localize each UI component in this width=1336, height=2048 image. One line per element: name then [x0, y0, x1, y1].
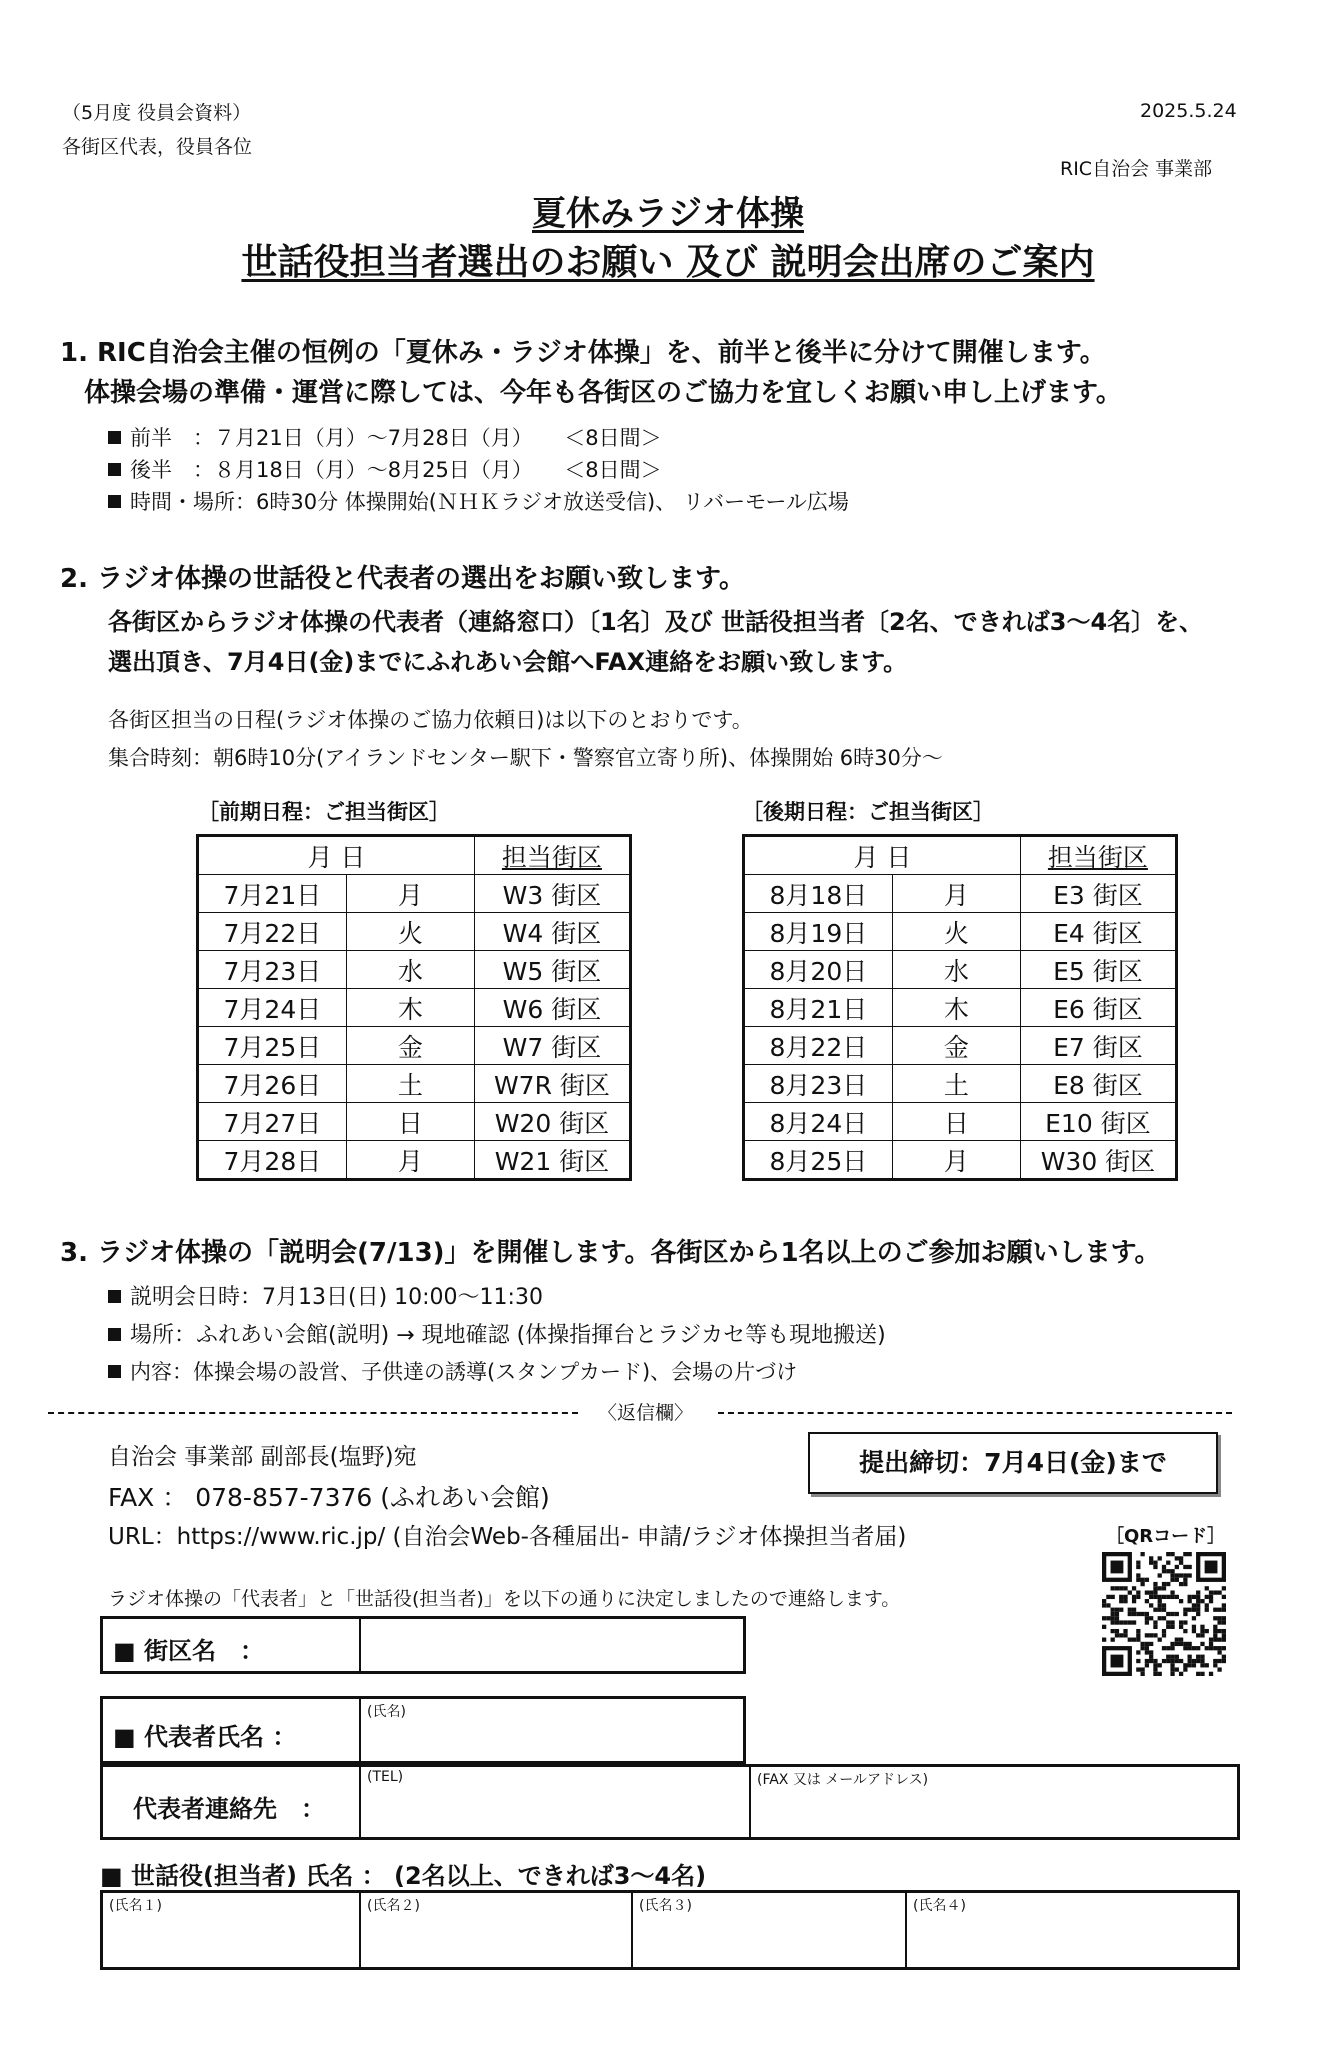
cell-date: 7月28日: [198, 1141, 347, 1180]
cell-day: 月: [892, 875, 1020, 913]
cell-district: E3 街区: [1020, 875, 1176, 913]
cell-date: 8月25日: [744, 1141, 893, 1180]
briefing-datetime: 説明会日時：7月13日(日) 10:00～11:30: [108, 1280, 543, 1311]
col-header-district: 担当街区: [1020, 836, 1176, 875]
cell-day: 月: [892, 1141, 1020, 1180]
cell-district: W7 街区: [474, 1027, 630, 1065]
cell-date: 7月26日: [198, 1065, 347, 1103]
cell-date: 7月22日: [198, 913, 347, 951]
issue-date: 2025.5.24: [1140, 100, 1237, 122]
briefing-place: 場所：ふれあい会館(説明) → 現地確認 (体操指揮台とラジカセ等も現地搬送): [108, 1318, 886, 1349]
briefing-content: 内容：体操会場の設営、子供達の誘導(スタンプカード)、会場の片づけ: [108, 1356, 797, 1386]
section3-heading: 3. ラジオ体操の「説明会(7/13)」を開催します。各街区から1名以上のご参加お願いします。: [60, 1238, 1161, 1268]
schedule-row: [744, 1027, 1177, 1065]
helper-4-hint: (氏名４): [913, 1898, 966, 1914]
schedule-row: [198, 1141, 631, 1180]
schedule-row: [198, 913, 631, 951]
schedule-row: [744, 875, 1177, 913]
recipients: 各街区代表，役員各位: [62, 136, 253, 158]
schedule-row: [744, 989, 1177, 1027]
cell-district: E8 街区: [1020, 1065, 1176, 1103]
bullet-time-place: 時間・場所：6時30分 体操開始(ＮＨＫラジオ放送受信)、 リバーモール広場: [108, 486, 849, 516]
rep-name-label: ■ 代表者氏名 ：: [113, 1723, 297, 1751]
second-schedule-title: ［後期日程：ご担当街区］: [742, 800, 994, 824]
bullet-first-half: 前半 ：７月21日（月）～7月28日（月） ＜8日間＞: [108, 422, 662, 452]
page-subtitle: 世話役担当者選出のお願い 及び 説明会出席のご案内: [241, 242, 1095, 283]
reply-to: 自治会 事業部 副部長(塩野)宛: [108, 1444, 417, 1470]
cell-district: E7 街区: [1020, 1027, 1176, 1065]
cell-district: E10 街区: [1020, 1103, 1176, 1141]
qr-label: ［QRコード］: [1106, 1526, 1226, 1547]
cell-district: E5 街区: [1020, 951, 1176, 989]
schedule-row: [198, 1027, 631, 1065]
helper-1-hint: (氏名１): [109, 1898, 162, 1914]
cell-district: W20 街区: [474, 1103, 630, 1141]
reply-fax: FAX ： 078-857-7376 (ふれあい会館): [108, 1483, 550, 1512]
cell-day: 金: [892, 1027, 1020, 1065]
rep-contact-row: [100, 1764, 1240, 1840]
cell-district: W30 街区: [1020, 1141, 1176, 1180]
cell-day: 火: [892, 913, 1020, 951]
cell-district: W6 街区: [474, 989, 630, 1027]
cell-district: W7R 街区: [474, 1065, 630, 1103]
cell-date: 8月24日: [744, 1103, 893, 1141]
cell-day: 土: [892, 1065, 1020, 1103]
section1-text: 体操会場の準備・運営に際しては、今年も各街区のご協力を宜しくお願い申し上げます。: [84, 378, 1122, 408]
cell-district: W4 街区: [474, 913, 630, 951]
cell-date: 8月22日: [744, 1027, 893, 1065]
schedule-row: [744, 951, 1177, 989]
cell-date: 8月21日: [744, 989, 893, 1027]
page-title: 夏休みラジオ体操: [532, 194, 804, 234]
cell-day: 月: [346, 875, 474, 913]
cell-day: 水: [892, 951, 1020, 989]
cell-date: 8月19日: [744, 913, 893, 951]
schedule-row: [744, 1065, 1177, 1103]
bullet-square-icon: [108, 1328, 121, 1341]
cell-district: E6 街区: [1020, 989, 1176, 1027]
schedule-row: [198, 1065, 631, 1103]
qr-code-icon: [1102, 1552, 1226, 1676]
bullet-square-icon: [108, 1365, 121, 1378]
schedule-row: [198, 875, 631, 913]
cell-day: 金: [346, 1027, 474, 1065]
bullet-second-half: 後半 ：８月18日（月）～8月25日（月） ＜8日間＞: [108, 454, 662, 484]
district-input[interactable]: [359, 1619, 743, 1671]
cell-date: 7月27日: [198, 1103, 347, 1141]
rep-name-hint: (氏名): [367, 1704, 406, 1720]
helper-2-hint: (氏名２): [367, 1898, 420, 1914]
bullet-square-icon: [108, 495, 121, 508]
second-schedule-table: [742, 834, 1178, 1181]
rep-contact-label: 代表者連絡先 ：: [133, 1795, 325, 1823]
section2-note-2: 集合時刻：朝6時10分(アイランドセンター駅下・警察官立寄り所)、体操開始 6時30分～: [108, 746, 943, 770]
cell-date: 7月23日: [198, 951, 347, 989]
cell-date: 8月20日: [744, 951, 893, 989]
cell-date: 7月25日: [198, 1027, 347, 1065]
reply-url: URL：https://www.ric.jp/ (自治会Web-各種届出- 申請/ラジオ体操担当者届): [108, 1524, 907, 1550]
rep-tel-input[interactable]: [359, 1767, 751, 1837]
meeting-note: （5月度 役員会資料）: [62, 102, 252, 124]
section2-text-2: 選出頂き、7月4日(金)までにふれあい会館へFAX連絡をお願い致します。: [108, 648, 908, 676]
rep-fax-mail-input[interactable]: [749, 1767, 1237, 1837]
section2-text-1: 各街区からラジオ体操の代表者（連絡窓口）〔1名〕及び 世話役担当者〔2名、できれば3～4名〕を、: [108, 608, 1204, 636]
cell-day: 月: [346, 1141, 474, 1180]
rep-name-input[interactable]: [359, 1699, 743, 1761]
cell-day: 土: [346, 1065, 474, 1103]
reply-label: 〈返信欄〉: [598, 1402, 694, 1424]
helper-4-input[interactable]: [905, 1893, 1237, 1967]
divider-right: [718, 1412, 1232, 1414]
bullet-square-icon: [108, 1290, 121, 1303]
cell-day: 水: [346, 951, 474, 989]
schedule-row: [198, 951, 631, 989]
cell-day: 日: [346, 1103, 474, 1141]
col-header-district: 担当街区: [474, 836, 630, 875]
first-schedule-table: [196, 834, 632, 1181]
schedule-row: [744, 1141, 1177, 1180]
bullet-square-icon: [108, 431, 121, 444]
schedule-row: [744, 913, 1177, 951]
section2-note-1: 各街区担当の日程(ラジオ体操のご協力依頼日)は以下のとおりです。: [108, 708, 753, 732]
issuer: RIC自治会 事業部: [1060, 158, 1213, 180]
bullet-square-icon: [108, 463, 121, 476]
section1-heading: 1. RIC自治会主催の恒例の「夏休み・ラジオ体操」を、前半と後半に分けて開催します。: [60, 338, 1106, 368]
cell-district: W5 街区: [474, 951, 630, 989]
section2-heading: 2. ラジオ体操の世話役と代表者の選出をお願い致します。: [60, 564, 745, 594]
divider-left: [48, 1412, 578, 1414]
cell-day: 木: [892, 989, 1020, 1027]
schedule-row: [198, 989, 631, 1027]
cell-day: 日: [892, 1103, 1020, 1141]
district-row: [100, 1616, 746, 1674]
schedule-row: [198, 1103, 631, 1141]
rep-name-row: [100, 1696, 746, 1764]
cell-district: W3 街区: [474, 875, 630, 913]
cell-day: 火: [346, 913, 474, 951]
fax-mail-hint: (FAX 又は メールアドレス): [757, 1772, 929, 1788]
first-schedule-title: ［前期日程：ご担当街区］: [198, 800, 450, 824]
cell-district: W21 街区: [474, 1141, 630, 1180]
helpers-label: ■ 世話役(担当者) 氏名 ： (2名以上、できれば3～4名): [100, 1862, 707, 1890]
cell-date: 8月18日: [744, 875, 893, 913]
helper-3-hint: (氏名３): [639, 1898, 692, 1914]
col-header-date: 月 日: [744, 836, 1021, 875]
cell-date: 8月23日: [744, 1065, 893, 1103]
cell-district: E4 街区: [1020, 913, 1176, 951]
helper-3-input[interactable]: [631, 1893, 907, 1967]
deadline-box: 提出締切：7月4日(金)まで: [808, 1432, 1218, 1494]
cell-date: 7月21日: [198, 875, 347, 913]
district-label: ■ 街区名 ：: [113, 1637, 265, 1665]
cell-date: 7月24日: [198, 989, 347, 1027]
reply-intro: ラジオ体操の「代表者」と「世話役(担当者)」を以下の通りに決定しましたので連絡します。: [108, 1588, 901, 1610]
col-header-date: 月 日: [198, 836, 475, 875]
schedule-row: [744, 1103, 1177, 1141]
cell-day: 木: [346, 989, 474, 1027]
helper-2-input[interactable]: [359, 1893, 633, 1967]
helpers-row: [100, 1890, 1240, 1970]
helper-1-input[interactable]: [103, 1893, 359, 1967]
tel-hint: (TEL): [367, 1769, 404, 1785]
